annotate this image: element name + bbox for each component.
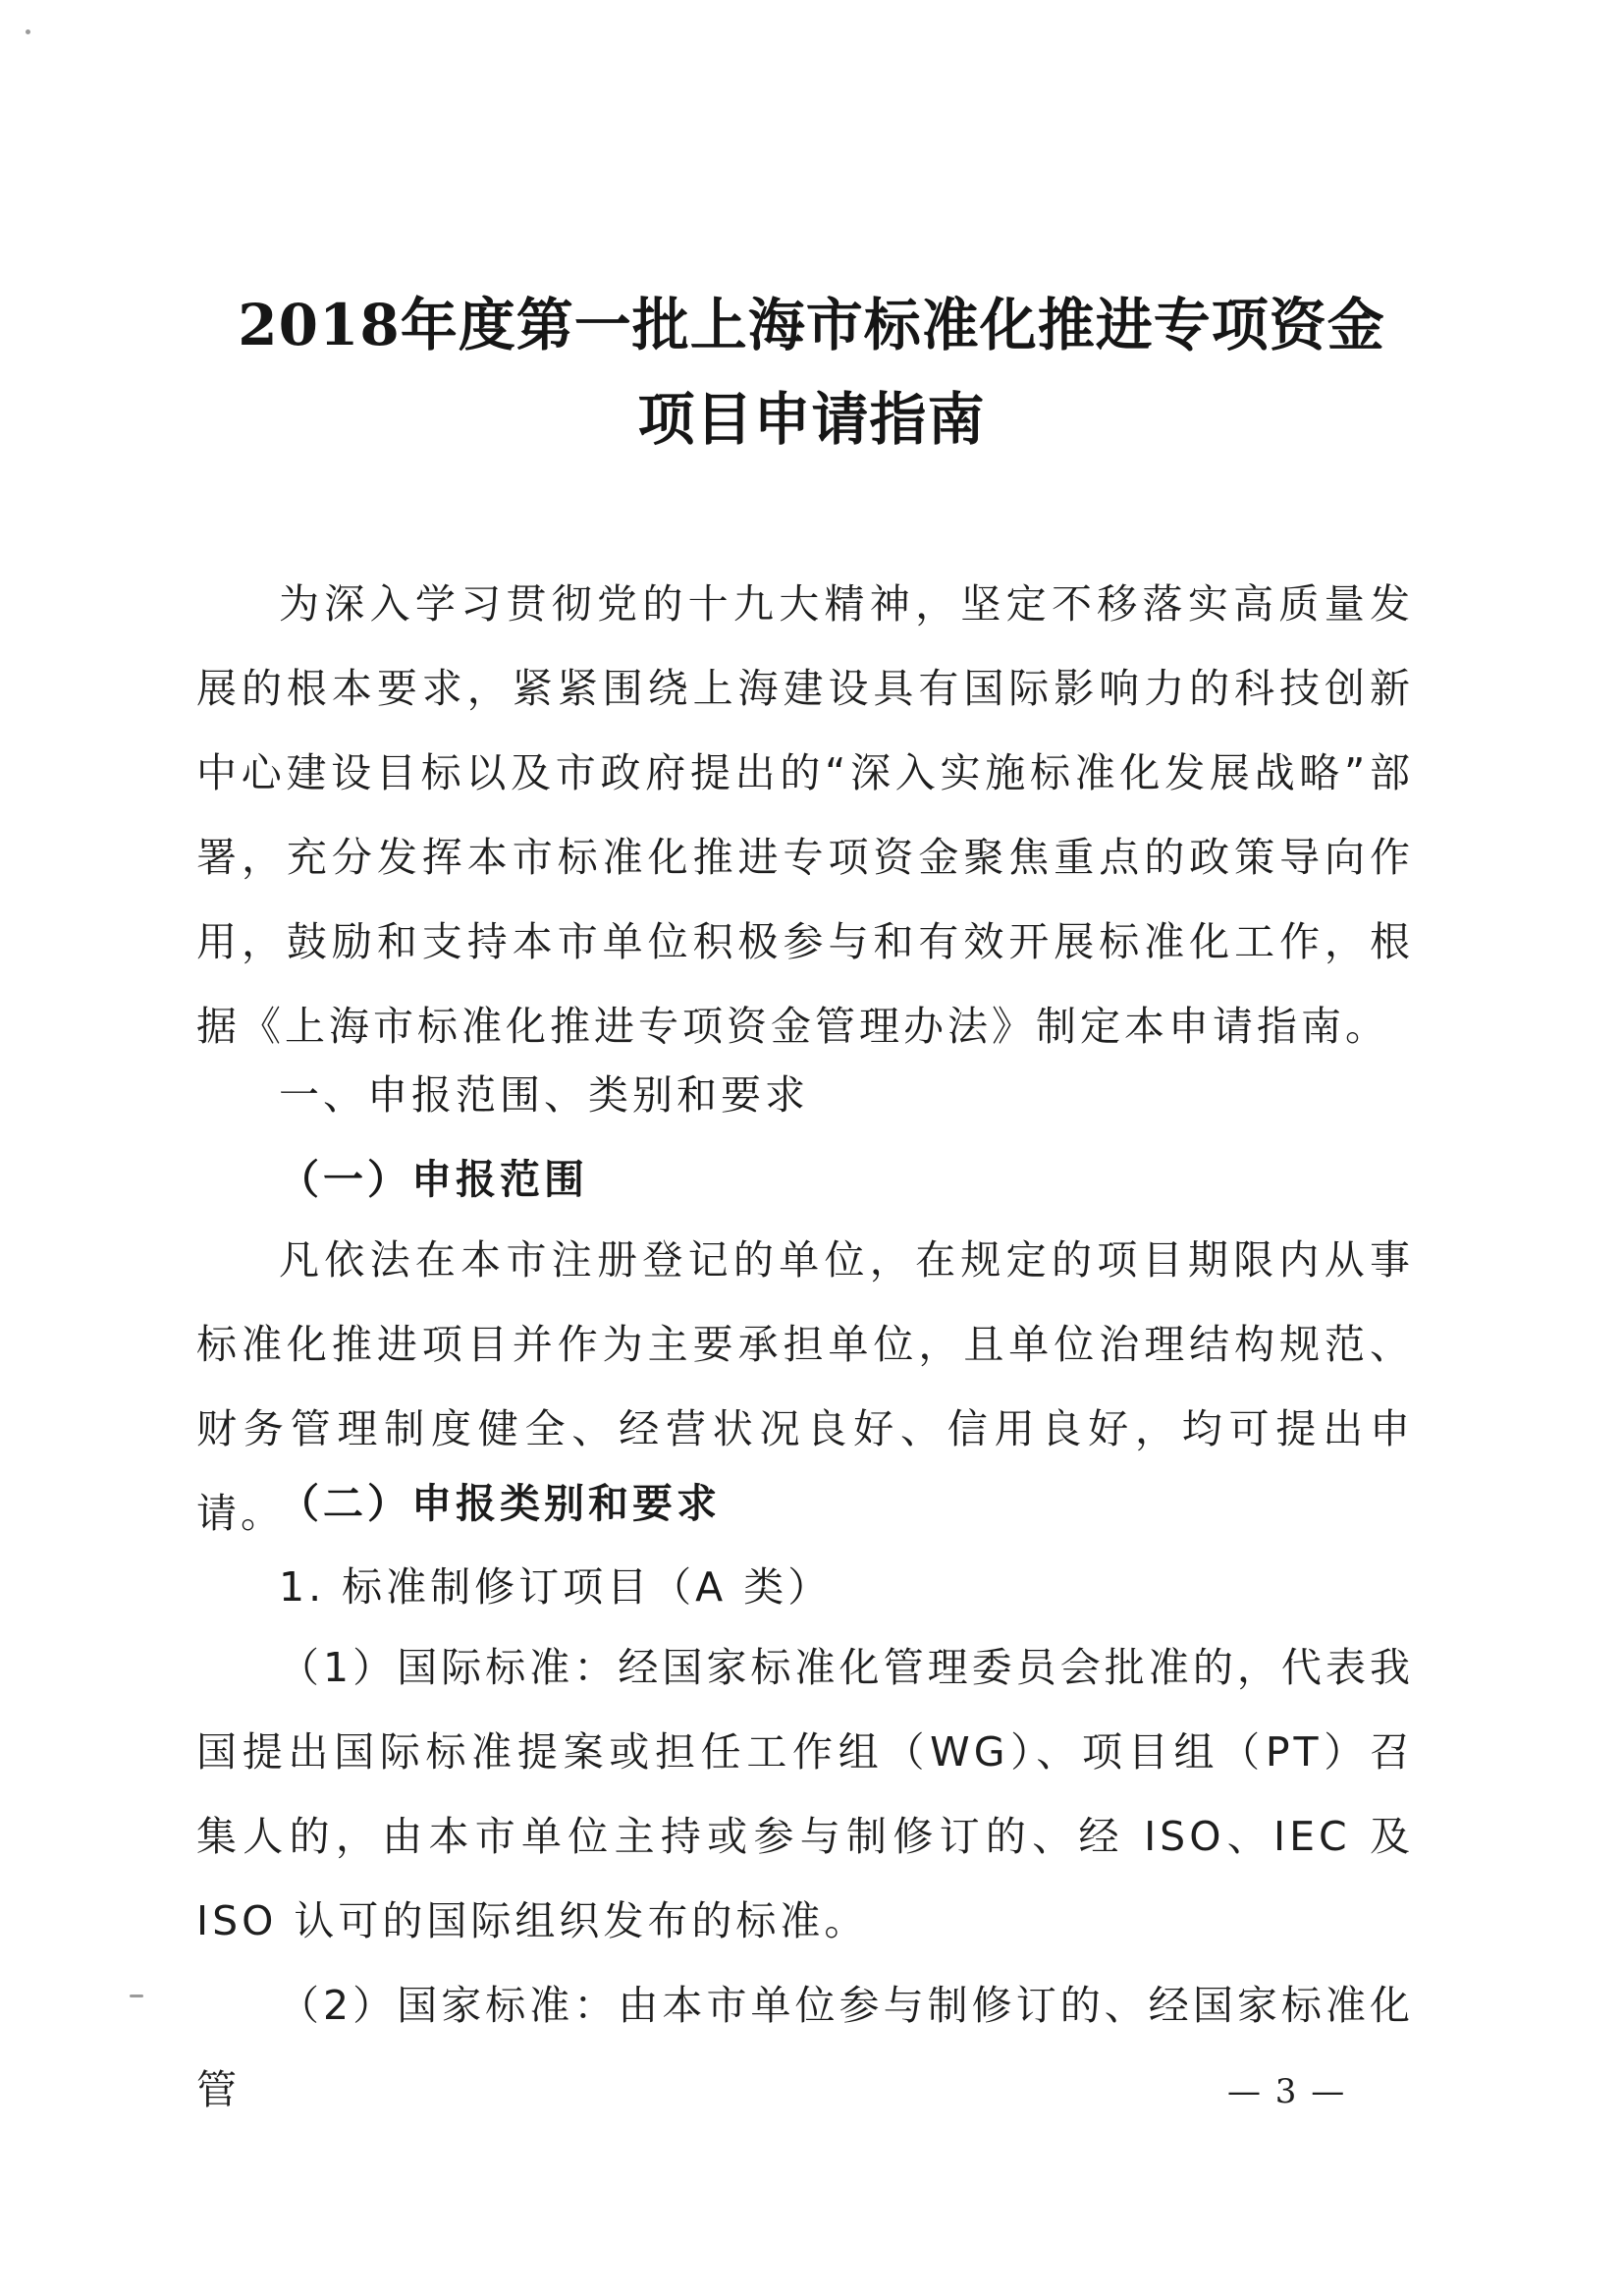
item-1-paragraph-2: （2）国家标准：由本市单位参与制修订的、经国家标准化管 — [196, 1982, 1414, 2113]
section-1-heading: 一、申报范围、类别和要求 — [279, 1071, 809, 1119]
subsection-2-heading: （二）申报类别和要求 — [279, 1480, 721, 1527]
document-title-line-2: 项目申请指南 — [637, 386, 986, 453]
item-1-paragraph-1: （1）国际标准：经国家标准化管理委员会批准的，代表我国提出国际标准提案或担任工作组（WG）、项目组（PT）召集人的，由本市单位主持或参与制修订的、经 ISO、IEC 及 ISO 认可的国际组织发布的标准。 — [196, 1644, 1414, 1944]
page-number: — 3 — — [1227, 2072, 1347, 2111]
document-title-line-1: 2018年度第一批上海市标准化推进专项资金 — [238, 292, 1385, 358]
item-1-heading: 1. 标准制修订项目（A 类） — [279, 1563, 833, 1611]
subsection-1-heading: （一）申报范围 — [279, 1156, 588, 1203]
scan-speck — [130, 1995, 143, 1997]
intro-paragraph: 为深入学习贯彻党的十九大精神，坚定不移落实高质量发展的根本要求，紧紧围绕上海建设具有国际影响力的科技创新中心建设目标以及市政府提出的“深入实施标准化发展战略”部署，充分发挥本市标准化推进专项资金聚焦重点的政策导向作用，鼓励和支持本市单位积极参与和有效开展标准化工作，根据《上海市标准化推进专项资金管理办法》制定本申请指南。 — [196, 580, 1414, 1050]
subsection-1-paragraph: 凡依法在本市注册登记的单位，在规定的项目期限内从事标准化推进项目并作为主要承担单位，且单位治理结构规范、财务管理制度健全、经营状况良好、信用良好，均可提出申请。 — [196, 1236, 1414, 1537]
scan-speck — [26, 29, 30, 34]
